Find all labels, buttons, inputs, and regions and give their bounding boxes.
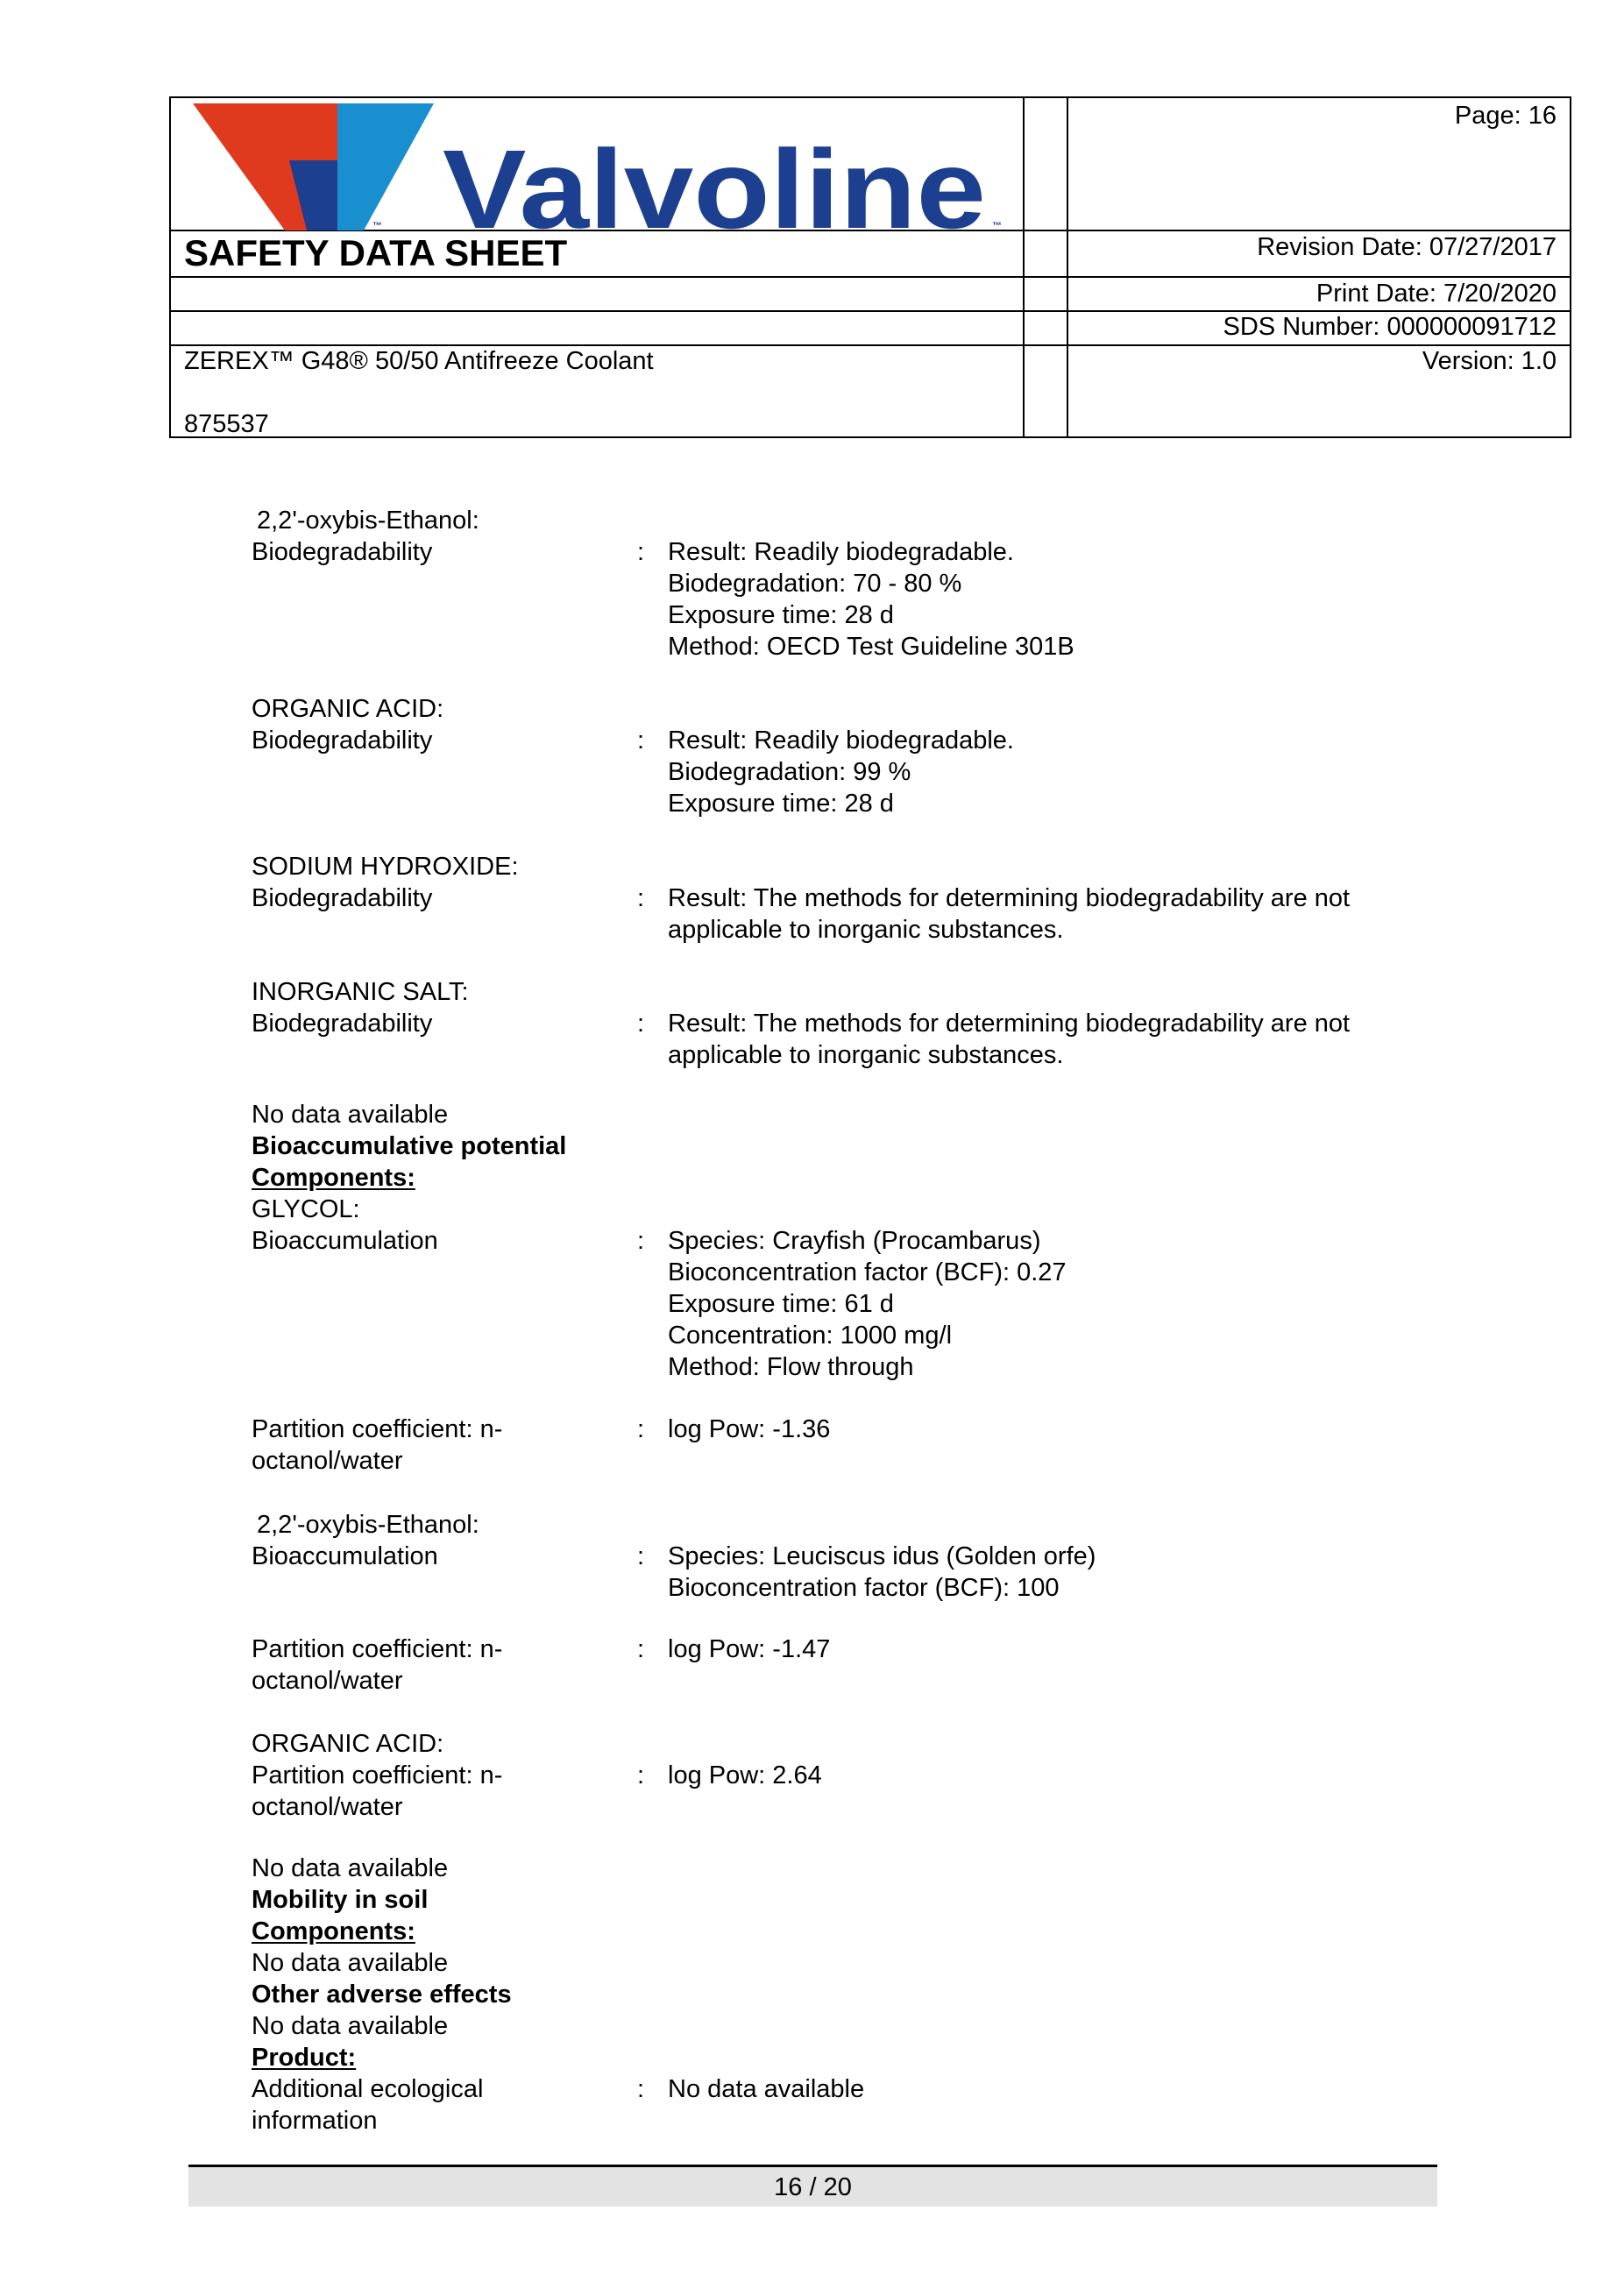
value-line: Exposure time: 28 d (668, 790, 894, 818)
logo-trademark: ™ (372, 221, 382, 231)
property-label: Partition coefficient: n- (252, 1635, 503, 1663)
property-label: Partition coefficient: n- (252, 1761, 503, 1789)
page-label: Page: 16 (1454, 102, 1557, 130)
substance-name: 2,2'-oxybis-Ethanol: (257, 1511, 479, 1539)
property-label: Biodegradability (252, 1010, 433, 1038)
sds-number: SDS Number: 000000091712 (1223, 313, 1557, 341)
separator: : (637, 1542, 645, 1570)
header-rule (171, 276, 1570, 278)
logo-blue-shape (337, 103, 434, 230)
separator: : (637, 538, 645, 566)
value-line: applicable to inorganic substances. (668, 916, 1064, 944)
value-line: Biodegradation: 99 % (668, 758, 911, 786)
property-label: octanol/water (252, 1447, 403, 1475)
property-label: Biodegradability (252, 538, 433, 566)
section-heading: Bioaccumulative potential (252, 1132, 567, 1160)
property-label: Additional ecological (252, 2075, 484, 2103)
value-line: Biodegradation: 70 - 80 % (668, 570, 962, 598)
value-line: No data available (668, 2075, 865, 2103)
separator: : (637, 1227, 645, 1255)
property-label: Biodegradability (252, 726, 433, 755)
separator: : (637, 1761, 645, 1789)
substance-name: SODIUM HYDROXIDE: (252, 853, 519, 881)
product-name: ZEREX™ G48® 50/50 Antifreeze Coolant (184, 347, 654, 375)
separator: : (637, 726, 645, 755)
substance-name: ORGANIC ACID: (252, 695, 444, 723)
header-divider (1067, 98, 1068, 436)
version: Version: 1.0 (1422, 347, 1557, 375)
print-date: Print Date: 7/20/2020 (1316, 280, 1557, 308)
separator: : (637, 2075, 645, 2103)
separator: : (637, 1010, 645, 1038)
valvoline-logo (193, 101, 1017, 232)
separator: : (637, 884, 645, 912)
property-label: Partition coefficient: n- (252, 1415, 503, 1443)
components-heading: Components: (252, 1917, 415, 1945)
value-line: log Pow: 2.64 (668, 1761, 822, 1789)
value-line: Species: Leuciscus idus (Golden orfe) (668, 1542, 1096, 1570)
header-divider (1023, 98, 1025, 436)
no-data-text: No data available (252, 1101, 449, 1129)
value-line: Method: OECD Test Guideline 301B (668, 633, 1074, 661)
value-line: Result: Readily biodegradable. (668, 538, 1014, 566)
section-heading: Mobility in soil (252, 1886, 429, 1914)
property-label: octanol/water (252, 1667, 403, 1695)
value-line: Exposure time: 28 d (668, 601, 894, 629)
substance-name: GLYCOL: (252, 1195, 360, 1223)
value-line: log Pow: -1.47 (668, 1635, 831, 1663)
components-heading: Components: (252, 1164, 415, 1192)
value-line: Result: Readily biodegradable. (668, 726, 1014, 755)
substance-name: INORGANIC SALT: (252, 978, 469, 1006)
product-heading: Product: (252, 2044, 357, 2072)
value-line: Result: The methods for determining biodegradability are not (668, 884, 1351, 912)
separator: : (637, 1635, 645, 1663)
value-line: Exposure time: 61 d (668, 1290, 894, 1318)
logo-wordmark: Valvoline (443, 127, 986, 232)
substance-name: 2,2'-oxybis-Ethanol: (257, 507, 479, 535)
value-line: log Pow: -1.36 (668, 1415, 831, 1443)
logo-trademark: ™ (992, 221, 1002, 231)
product-code: 875537 (184, 410, 269, 438)
value-line: Bioconcentration factor (BCF): 0.27 (668, 1258, 1067, 1286)
property-label: octanol/water (252, 1793, 403, 1821)
no-data-text: No data available (252, 2012, 449, 2040)
value-line: Method: Flow through (668, 1353, 914, 1381)
value-line: Result: The methods for determining biodegradability are not (668, 1010, 1351, 1038)
property-label: Biodegradability (252, 884, 433, 912)
property-label: Bioaccumulation (252, 1542, 438, 1570)
document-title: SAFETY DATA SHEET (184, 232, 568, 273)
no-data-text: No data available (252, 1949, 449, 1977)
section-heading: Other adverse effects (252, 1981, 512, 2009)
value-line: Bioconcentration factor (BCF): 100 (668, 1574, 1060, 1602)
property-label: Bioaccumulation (252, 1227, 438, 1255)
property-label: information (252, 2107, 378, 2135)
substance-name: ORGANIC ACID: (252, 1730, 444, 1758)
revision-date: Revision Date: 07/27/2017 (1257, 233, 1557, 261)
value-line: Species: Crayfish (Procambarus) (668, 1227, 1041, 1255)
value-line: Concentration: 1000 mg/l (668, 1322, 953, 1350)
page-counter: 16 / 20 (774, 2173, 852, 2201)
separator: : (637, 1415, 645, 1443)
no-data-text: No data available (252, 1854, 449, 1882)
value-line: applicable to inorganic substances. (668, 1041, 1064, 1069)
